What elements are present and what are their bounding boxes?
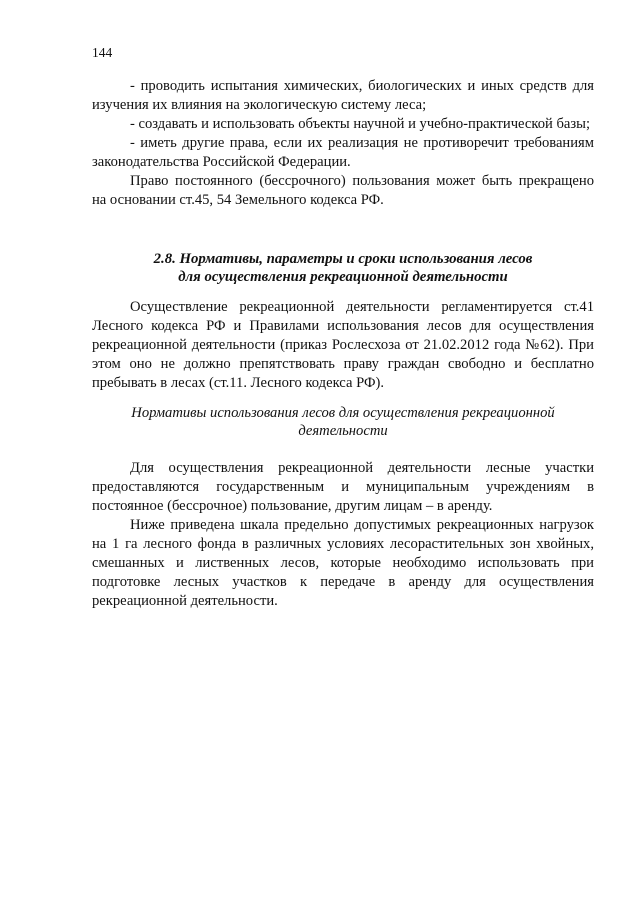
regulation-block (92, 298, 594, 393)
rights-list-block (92, 77, 594, 210)
subsection-heading (92, 404, 594, 440)
paragraph-research-base: - создавать и использовать объекты научной и учебно-практической базы; (130, 116, 591, 132)
norms-block (92, 459, 594, 611)
page-number: 144 (92, 45, 113, 60)
paragraph-land-provision: Для осуществления рекреационной деятельности лесные участки предоставляются государственным и муниципальным учреждениям в постоянное (бессрочное) пользование, другим лицам – в аренду. (92, 460, 594, 514)
subsection-heading-line-2: деятельности (298, 423, 388, 439)
subsection-heading-line-1: Нормативы использования лесов для осуществления рекреационной (131, 405, 555, 421)
section-heading-line-1: 2.8. Нормативы, параметры и сроки использования лесов (153, 251, 533, 267)
section-heading (92, 250, 594, 286)
paragraph-testing-rights: - проводить испытания химических, биологических и иных средств для изучения их влияния на экологическую систему леса; (92, 78, 594, 113)
paragraph-regulation: Осуществление рекреационной деятельности регламентируется ст.41 Лесного кодекса РФ и Правилами использования лесов для осуществления рекреационной деятельности (приказ Рослесхоза от 21.02.2012 года №62). При этом оно не должно препятствовать праву граждан свободно и бесплатно пребывать в лесах (ст.11. Лесного кодекса РФ). (92, 299, 594, 391)
paragraph-termination: Право постоянного (бессрочного) пользования может быть прекращено на основании ст.45, 54 Земельного кодекса РФ. (92, 173, 594, 208)
paragraph-load-scale: Ниже приведена шкала предельно допустимых рекреационных нагрузок на 1 га лесного фонда в различных условиях лесорастительных зон хвойных, смешанных и лиственных лесов, которые необходимо использовать при подготовке лесных участков к передаче в аренду для осуществления рекреационной деятельности. (92, 517, 594, 609)
section-heading-line-2: для осуществления рекреационной деятельности (178, 269, 508, 285)
paragraph-other-rights: - иметь другие права, если их реализация не противоречит требованиям законодательства Российской Федерации. (92, 135, 594, 170)
